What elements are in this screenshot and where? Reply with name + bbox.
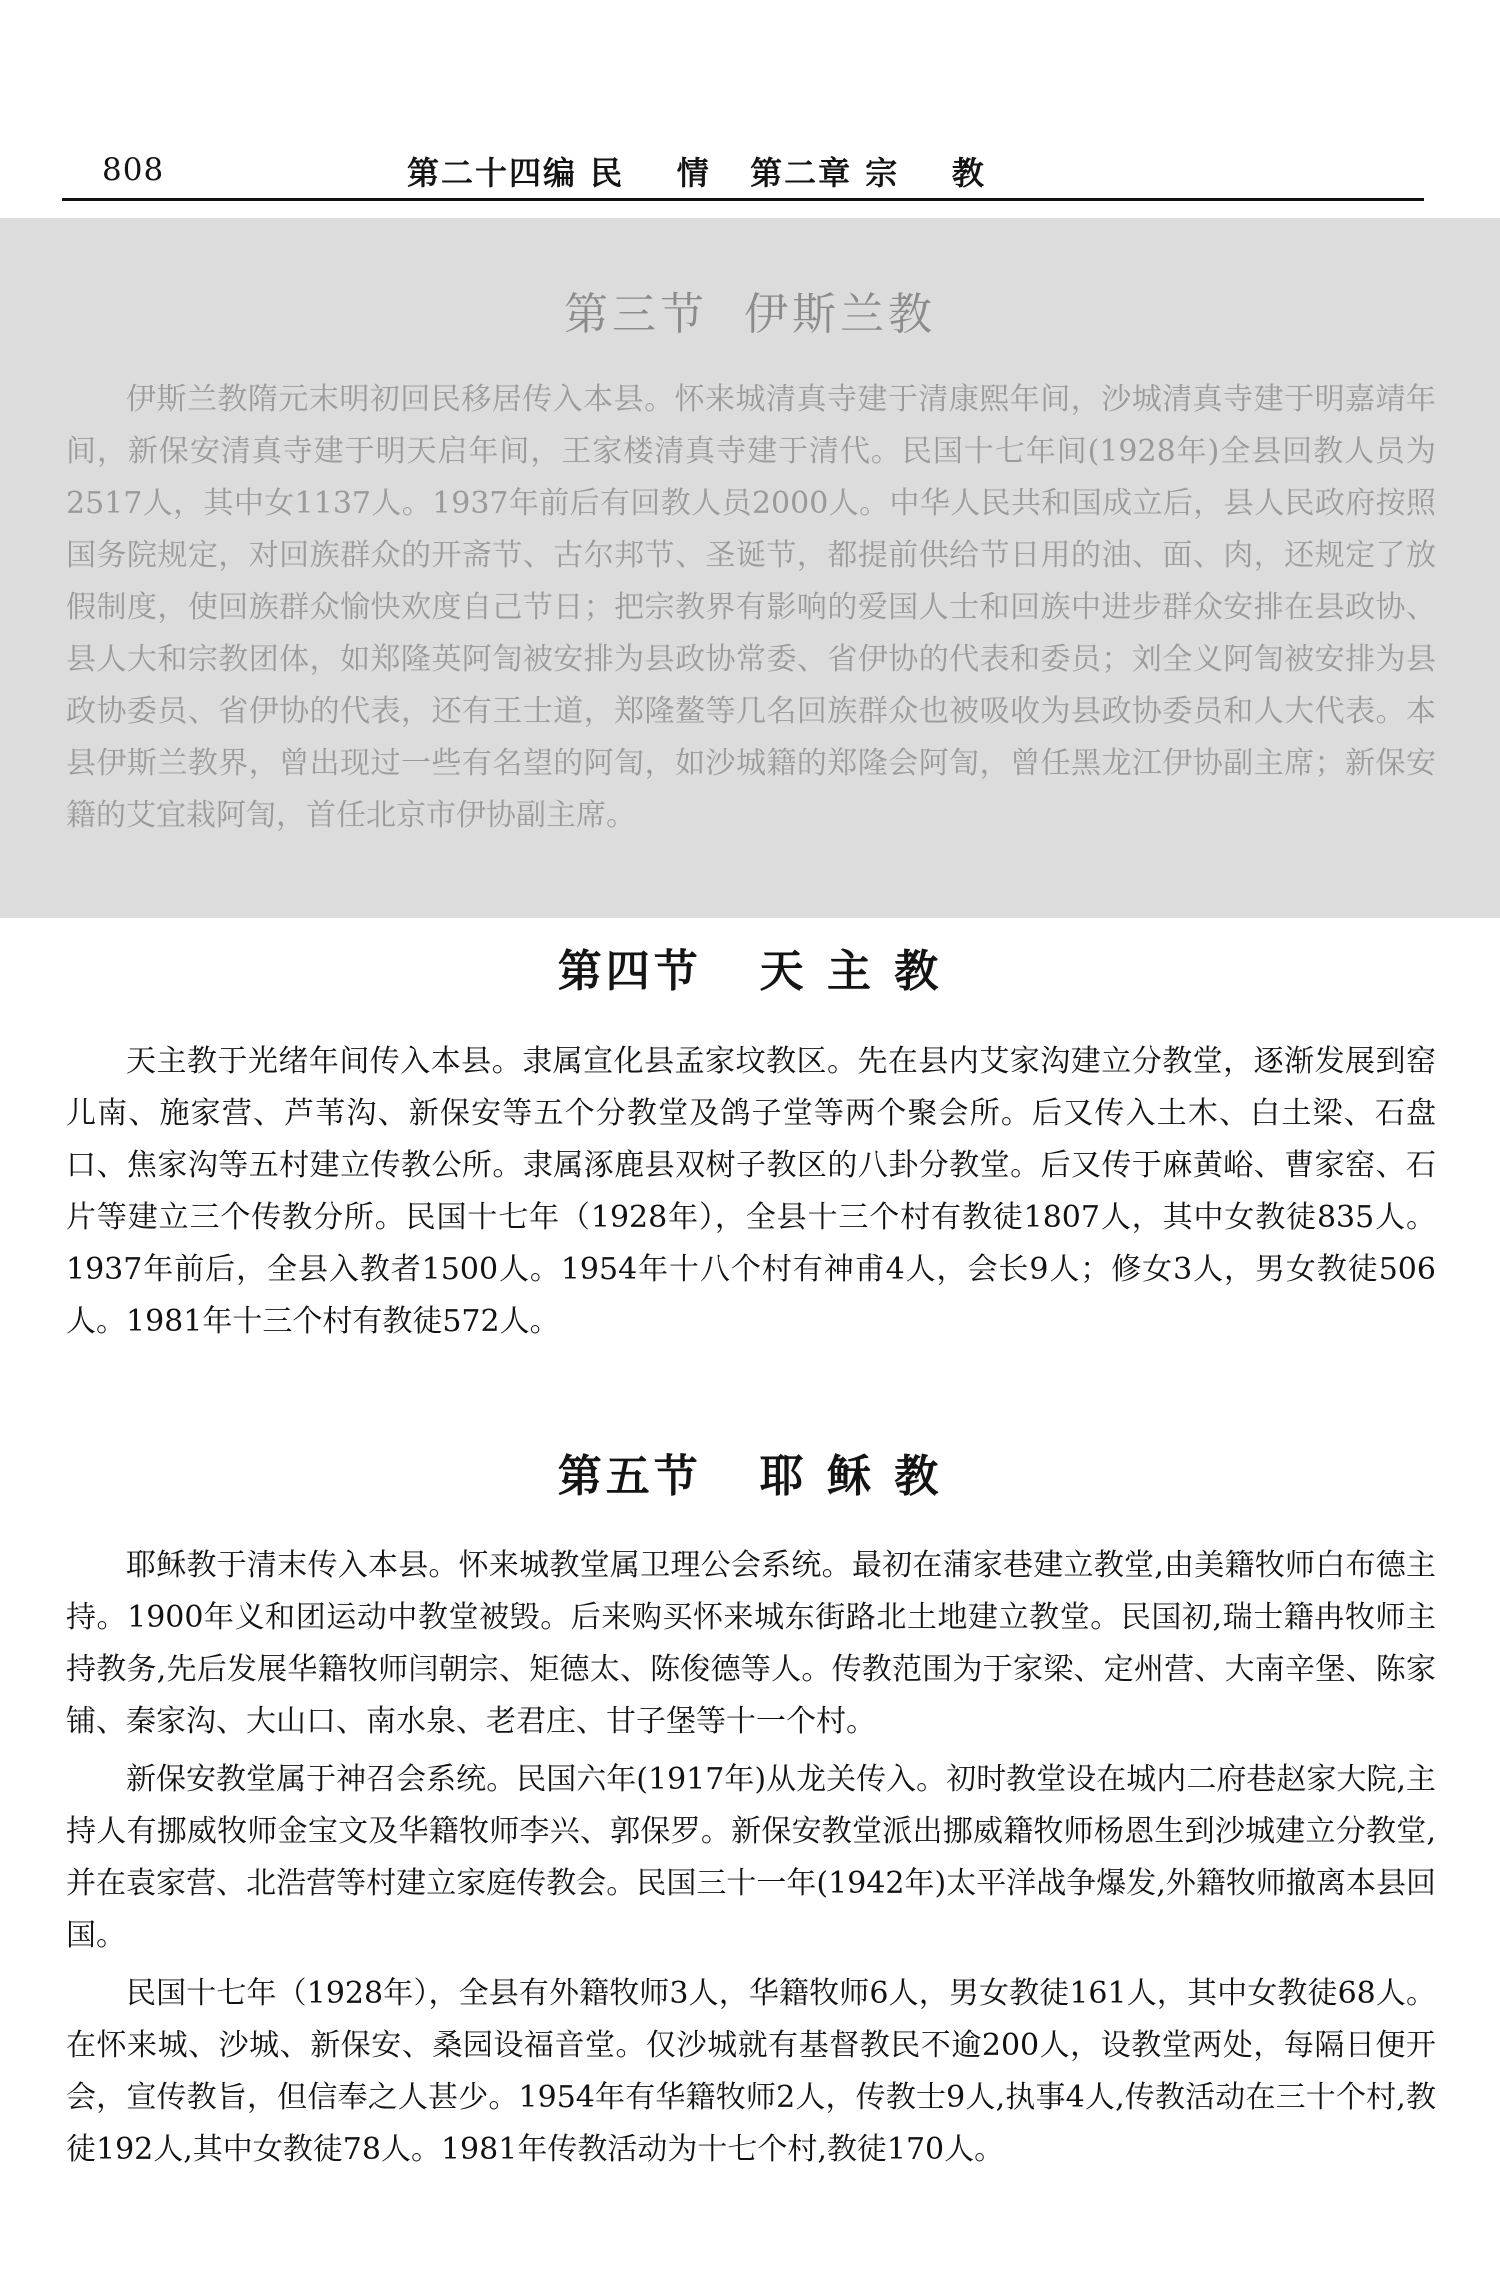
section-islam-highlight: [0, 218, 1500, 918]
running-title: 第二十四编 民 情 第二章 宗 教: [407, 154, 986, 192]
section-title-christianity: 第五节 耶 稣 教: [557, 1451, 943, 1502]
section-title-catholicism: 第四节 天 主 教: [557, 946, 943, 997]
paragraph: 新保安教堂属于神召会系统。民国六年(1917年)从龙关传入。初时教堂设在城内二府巷赵家大院,主持人有挪威牧师金宝文及华籍牧师李兴、郭保罗。新保安教堂派出挪威籍牧师杨恩生到沙城建立分教堂,并在袁家营、北浩营等村建立家庭传教会。民国三十一年(1942年)太平洋战争爆发,外籍牧师撤离本县回国。: [66, 1762, 1436, 1953]
section-title-islam: 第三节 伊斯兰教: [564, 289, 936, 340]
section-body-islam: [66, 374, 1436, 842]
paragraph: 民国十七年（1928年），全县有外籍牧师3人，华籍牧师6人，男女教徒161人，其中女教徒68人。在怀来城、沙城、新保安、桑园设福音堂。仅沙城就有基督教民不逾200人，设教堂两处，每隔日便开会，宣传教旨，但信奉之人甚少。1954年有华籍牧师2人，传教士9人,执事4人,传教活动在三十个村,教徒192人,其中女教徒78人。1981年传教活动为十七个村,教徒170人。: [66, 1976, 1436, 2167]
page-header: [62, 138, 1424, 201]
paragraph: 伊斯兰教隋元末明初回民移居传入本县。怀来城清真寺建于清康熙年间，沙城清真寺建于明嘉靖年间，新保安清真寺建于明天启年间，王家楼清真寺建于清代。民国十七年间(1928年)全县回教人员为2517人，其中女1137人。1937年前后有回教人员2000人。中华人民共和国成立后，县人民政府按照国务院规定，对回族群众的开斋节、古尔邦节、圣诞节，都提前供给节日用的油、面、肉，还规定了放假制度，使回族群众愉快欢度自己节日；把宗教界有影响的爱国人士和回族中进步群众安排在县政协、县人大和宗教团体，如郑隆英阿訇被安排为县政协常委、省伊协的代表和委员；刘全义阿訇被安排为县政协委员、省伊协的代表，还有王士道，郑隆鳌等几名回族群众也被吸收为县政协委员和人大代表。本县伊斯兰教界，曾出现过一些有名望的阿訇，如沙城籍的郑隆会阿訇，曾任黑龙江伊协副主席；新保安籍的艾宜栽阿訇，首任北京市伊协副主席。: [66, 382, 1436, 833]
section-body-catholicism: [66, 1036, 1436, 1348]
paragraph: 天主教于光绪年间传入本县。隶属宣化县孟家坟教区。先在县内艾家沟建立分教堂，逐渐发展到窑儿南、施家营、芦苇沟、新保安等五个分教堂及鸽子堂等两个聚会所。后又传入土木、白土梁、石盘口、焦家沟等五村建立传教公所。隶属涿鹿县双树子教区的八卦分教堂。后又传于麻黄峪、曹家窑、石片等建立三个传教分所。民国十七年（1928年），全县十三个村有教徒1807人，其中女教徒835人。1937年前后，全县入教者1500人。1954年十八个村有神甫4人，会长9人；修女3人，男女教徒506人。1981年十三个村有教徒572人。: [66, 1044, 1436, 1339]
paragraph: 耶稣教于清末传入本县。怀来城教堂属卫理公会系统。最初在蒲家巷建立教堂,由美籍牧师白布德主持。1900年义和团运动中教堂被毁。后来购买怀来城东街路北土地建立教堂。民国初,瑞士籍冉牧师主持教务,先后发展华籍牧师闫朝宗、矩德太、陈俊德等人。传教范围为于家梁、定州营、大南辛堡、陈家铺、秦家沟、大山口、南水泉、老君庄、甘子堡等十一个村。: [66, 1548, 1436, 1739]
page-number: 808: [102, 152, 165, 188]
section-body-christianity: [66, 1540, 1436, 2176]
